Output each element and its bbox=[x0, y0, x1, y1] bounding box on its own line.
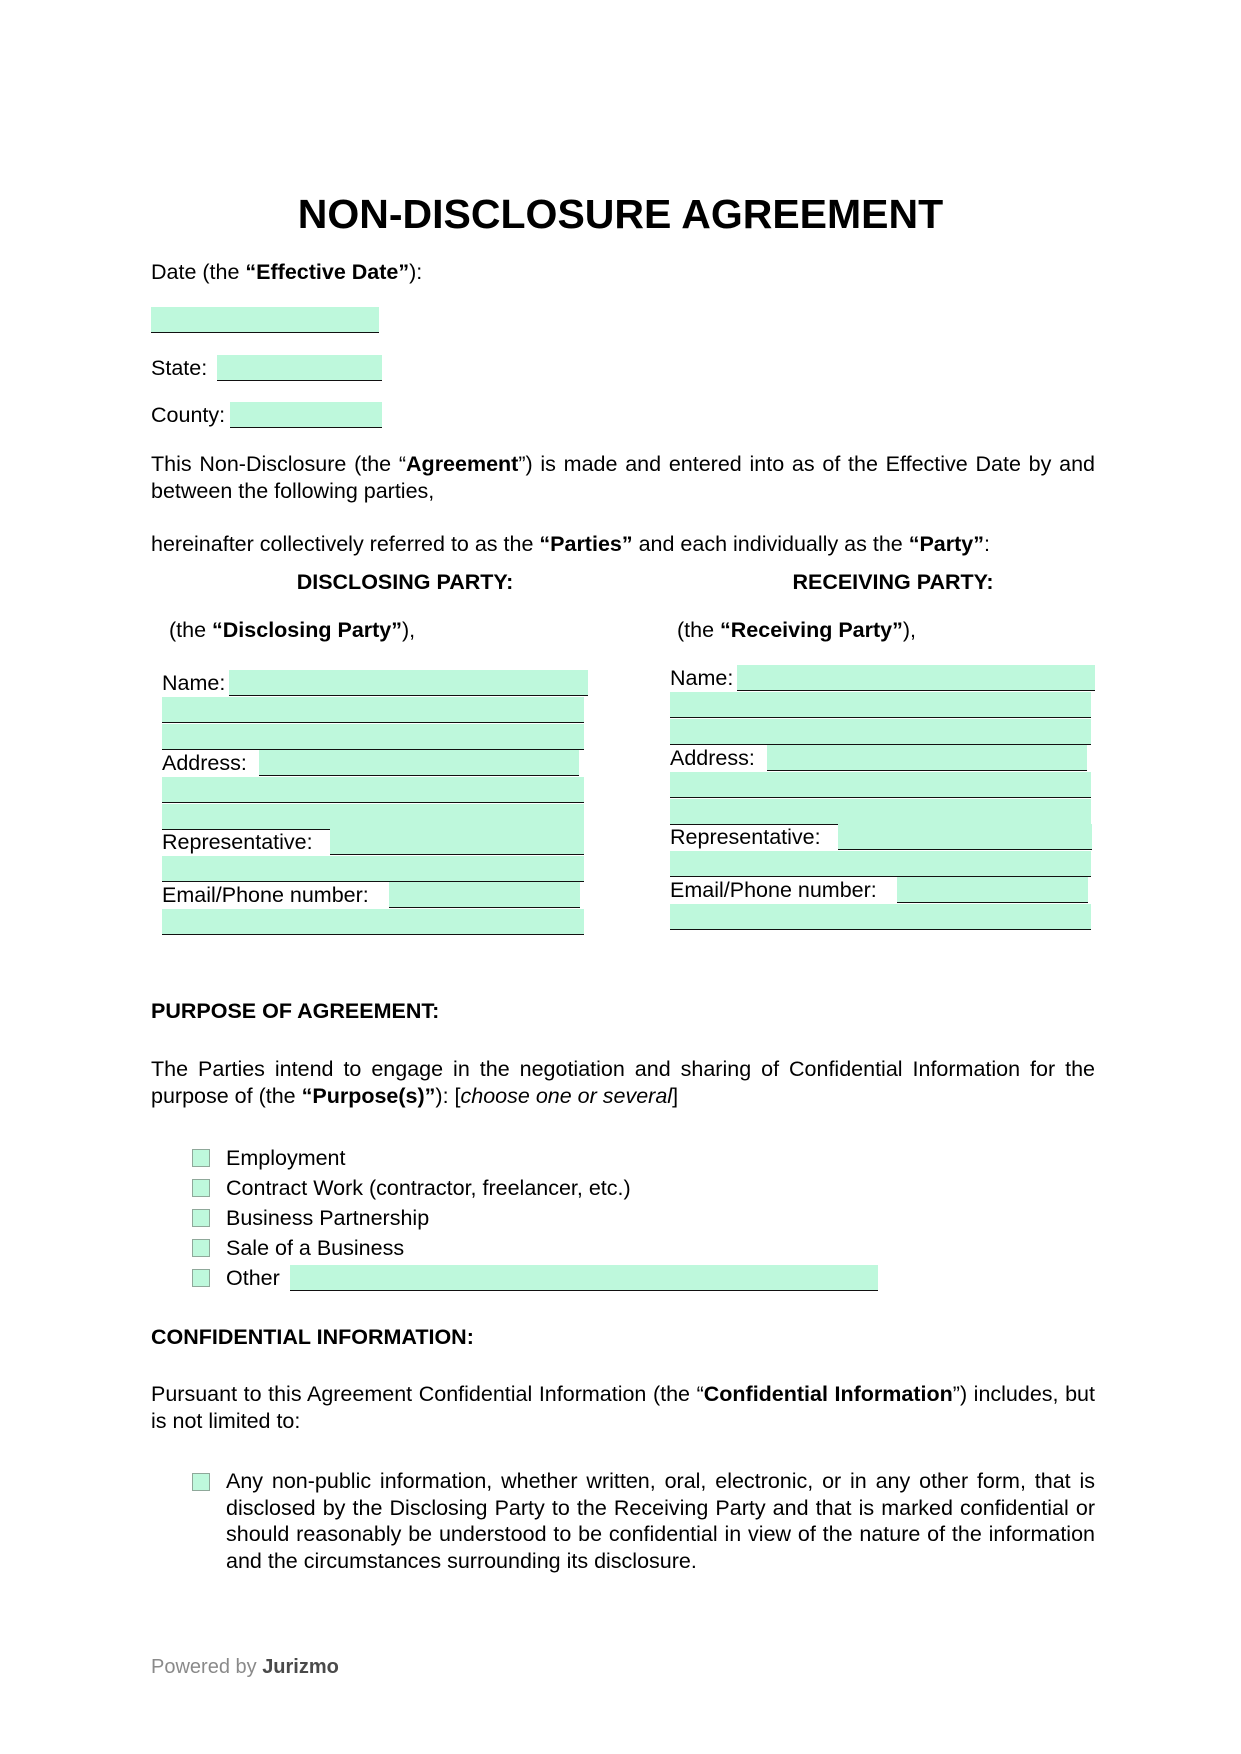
purpose-checkbox-contract-work[interactable] bbox=[192, 1179, 210, 1197]
disclosing-address-field-2[interactable] bbox=[162, 777, 584, 803]
receiving-representative-label: Representative: bbox=[670, 825, 821, 849]
effective-date-field[interactable] bbox=[151, 307, 379, 333]
document-title: NON-DISCLOSURE AGREEMENT bbox=[297, 191, 944, 237]
disclosing-contact-label: Email/Phone number: bbox=[162, 883, 369, 907]
state-label: State: bbox=[151, 356, 208, 380]
receiving-name-field-3[interactable] bbox=[670, 719, 1091, 745]
receiving-address-field-3[interactable] bbox=[670, 799, 1091, 825]
receiving-party-heading: RECEIVING PARTY: bbox=[792, 570, 994, 594]
confidential-paragraph: Pursuant to this Agreement Confidential Information (the “Confidential Information”) includes, but is not limited to: bbox=[151, 1382, 1095, 1433]
purpose-heading: PURPOSE OF AGREEMENT: bbox=[151, 999, 440, 1023]
confidential-item-1: Any non-public information, whether written, oral, electronic, or in any other form, that is disclosed by the Disclosing Party to the Receiving Party and that is marked confidential or should reasonably be understood to be confidential in view of the nature of the information and the circumstances surrounding its disclosure. bbox=[226, 1469, 1095, 1573]
disclosing-address-field-3[interactable] bbox=[162, 804, 584, 830]
receiving-contact-field-2[interactable] bbox=[670, 904, 1091, 930]
receiving-address-field[interactable] bbox=[767, 745, 1087, 771]
receiving-contact-label: Email/Phone number: bbox=[670, 878, 877, 902]
purpose-option-contract-work: Contract Work (contractor, freelancer, etc.) bbox=[226, 1176, 631, 1200]
disclosing-name-field[interactable] bbox=[229, 670, 588, 696]
receiving-name-label: Name: bbox=[670, 666, 734, 690]
receiving-address-label: Address: bbox=[670, 746, 755, 770]
purpose-option-other: Other bbox=[226, 1266, 280, 1290]
disclosing-representative-field[interactable] bbox=[330, 829, 584, 855]
disclosing-name-label: Name: bbox=[162, 671, 226, 695]
disclosing-address-label: Address: bbox=[162, 751, 247, 775]
disclosing-name-field-3[interactable] bbox=[162, 724, 584, 750]
receiving-contact-field[interactable] bbox=[897, 877, 1088, 903]
purpose-checkbox-employment[interactable] bbox=[192, 1149, 210, 1167]
receiving-address-field-2[interactable] bbox=[670, 772, 1091, 798]
disclosing-contact-field[interactable] bbox=[389, 882, 580, 908]
powered-by-logo: Powered by Jurizmo bbox=[151, 1656, 339, 1678]
purpose-checkbox-sale-of-business[interactable] bbox=[192, 1239, 210, 1257]
effective-date-label: Date (the “Effective Date”): bbox=[151, 260, 423, 284]
receiving-name-field[interactable] bbox=[737, 665, 1095, 691]
disclosing-name-field-2[interactable] bbox=[162, 697, 584, 723]
receiving-representative-field-2[interactable] bbox=[670, 851, 1091, 877]
purpose-paragraph: The Parties intend to engage in the negotiation and sharing of Confidential Information for the purpose of (the “Purpose(s)”): [choose one or several] bbox=[151, 1057, 1095, 1108]
receiving-party-role: (the “Receiving Party”), bbox=[677, 618, 916, 642]
disclosing-party-role: (the “Disclosing Party”), bbox=[169, 618, 416, 642]
parties-definition: hereinafter collectively referred to as the “Parties” and each individually as the “Party”: bbox=[151, 532, 990, 556]
state-field[interactable] bbox=[217, 355, 382, 381]
disclosing-representative-field-2[interactable] bbox=[162, 856, 584, 882]
purpose-checkbox-other[interactable] bbox=[192, 1269, 210, 1287]
purpose-checkbox-business-partnership[interactable] bbox=[192, 1209, 210, 1227]
disclosing-address-field[interactable] bbox=[259, 750, 579, 776]
disclosing-contact-field-2[interactable] bbox=[162, 909, 584, 935]
county-field[interactable] bbox=[230, 402, 382, 428]
purpose-other-field[interactable] bbox=[290, 1265, 878, 1291]
confidential-heading: CONFIDENTIAL INFORMATION: bbox=[151, 1325, 474, 1349]
county-label: County: bbox=[151, 403, 226, 427]
disclosing-party-heading: DISCLOSING PARTY: bbox=[296, 570, 514, 594]
disclosing-representative-label: Representative: bbox=[162, 830, 313, 854]
receiving-representative-field[interactable] bbox=[838, 824, 1092, 850]
purpose-option-employment: Employment bbox=[226, 1146, 346, 1170]
purpose-option-business-partnership: Business Partnership bbox=[226, 1206, 430, 1230]
intro-paragraph: This Non-Disclosure (the “Agreement”) is made and entered into as of the Effective Date by and between the following parties, bbox=[151, 452, 1095, 503]
receiving-name-field-2[interactable] bbox=[670, 692, 1091, 718]
confidential-checkbox-item-1[interactable] bbox=[192, 1473, 210, 1491]
purpose-option-sale-of-business: Sale of a Business bbox=[226, 1236, 405, 1260]
